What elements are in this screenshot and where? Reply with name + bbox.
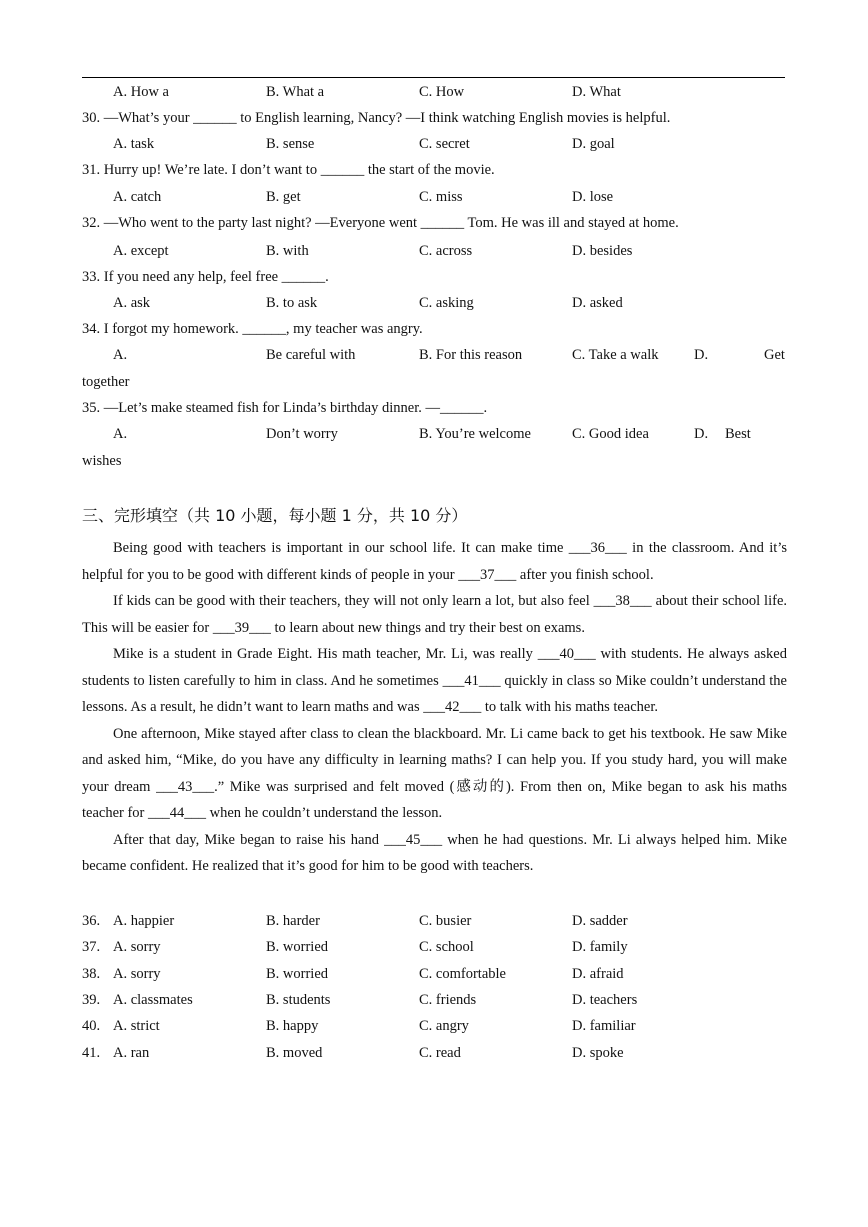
- q32-option-d: D. besides: [572, 243, 633, 259]
- cloze-option-b: B. students: [266, 991, 331, 1008]
- q30-option-b: B. sense: [266, 136, 315, 152]
- q34-option-d-letter: D.: [694, 347, 709, 363]
- cloze-option-c: C. school: [419, 939, 474, 956]
- q35-option-d-wrap: wishes: [82, 453, 122, 469]
- cloze-option-number: 36.: [82, 913, 101, 929]
- q29-option-c: C. How: [419, 84, 465, 100]
- q34-option-a-text: Be careful with: [266, 347, 356, 363]
- passage-paragraph-1: Being good with teachers is important in our school life. It can make time ___36___ in the classroom. And it’s helpful for you to be good with different kinds of people in your ___37___ after you finish school.: [82, 540, 787, 583]
- header-rule: [82, 77, 785, 78]
- q34-option-d-text: Get: [764, 347, 785, 363]
- cloze-option-b: B. worried: [266, 939, 329, 956]
- q32-option-b: B. with: [266, 243, 309, 259]
- q31-option-b: B. get: [266, 189, 301, 205]
- passage-paragraph-5: After that day, Mike began to raise his hand ___45___ when he had questions. Mr. Li always helped him. Mike became confident. He realized that it’s good for him to be good with teachers.: [82, 831, 787, 874]
- cloze-option-b: B. harder: [266, 913, 320, 929]
- cloze-option-c: C. friends: [419, 991, 477, 1008]
- cloze-option-d: D. teachers: [572, 991, 638, 1008]
- cloze-option-a: A. strict: [113, 1018, 160, 1035]
- section-3-heading: 三、完形填空（共 10 小题，每小题 1 分，共 10 分）: [82, 506, 468, 525]
- cloze-option-number: 37.: [82, 939, 101, 956]
- q31-stem: 31. Hurry up! We’re late. I don’t want to ______ the start of the movie.: [82, 162, 495, 178]
- q35-option-d-letter: D.: [694, 426, 709, 442]
- q35-option-a-text: Don’t worry: [266, 426, 338, 442]
- cloze-option-number: 40.: [82, 1018, 101, 1035]
- passage-paragraph-3: Mike is a student in Grade Eight. His math teacher, Mr. Li, was really ___40___ with students. He always asked students to listen carefully to him in class. And he sometimes ___41___ quickly in class so Mike couldn’t understand the lessons. As a result, he didn’t want to learn maths and was ___42___ to talk with his maths teacher.: [82, 646, 787, 715]
- q34-option-c: C. Take a walk: [572, 347, 659, 363]
- q30-option-d: D. goal: [572, 136, 615, 152]
- q34-option-b: B. For this reason: [419, 347, 523, 363]
- q35-stem: 35. —Let’s make steamed fish for Linda’s birthday dinner. —______.: [82, 400, 488, 416]
- q31-option-a: A. catch: [113, 189, 162, 205]
- cloze-option-number: 38.: [82, 965, 101, 982]
- cloze-option-c: C. angry: [419, 1018, 469, 1035]
- cloze-option-b: B. worried: [266, 965, 329, 982]
- q34-stem: 34. I forgot my homework. ______, my teacher was angry.: [82, 321, 423, 337]
- cloze-option-number: 39.: [82, 991, 101, 1008]
- q33-option-b: B. to ask: [266, 295, 318, 311]
- q34-option-a-letter: A.: [113, 347, 128, 363]
- q32-option-a: A. except: [113, 243, 169, 259]
- cloze-option-d: D. sadder: [572, 913, 628, 929]
- q30-option-c: C. secret: [419, 136, 470, 152]
- q30-stem: 30. —What’s your ______ to English learning, Nancy? —I think watching English movies is helpful.: [82, 110, 671, 126]
- cloze-option-d: D. family: [572, 939, 628, 956]
- cloze-option-b: B. moved: [266, 1044, 323, 1061]
- cloze-option-d: D. afraid: [572, 965, 624, 982]
- cloze-option-a: A. classmates: [113, 991, 193, 1008]
- cloze-option-c: C. read: [419, 1044, 461, 1061]
- cloze-option-a: A. sorry: [113, 965, 161, 982]
- q33-option-c: C. asking: [419, 295, 474, 311]
- q29-option-d: D. What: [572, 84, 621, 100]
- q35-option-d-text: Best: [725, 426, 751, 442]
- q34-option-d-wrap: together: [82, 374, 130, 390]
- cloze-option-a: A. sorry: [113, 939, 161, 956]
- passage-paragraph-4: One afternoon, Mike stayed after class to clean the blackboard. Mr. Li came back to get his textbook. He saw Mike and asked him, “Mike, do you have any difficulty in learning maths? I can help you. If you study hard, you will make your dream ___43___.” Mike was surprised and felt moved (感动的). From then on, Mike began to ask his maths teacher for ___44___ when he couldn’t understand the lesson.: [82, 725, 787, 821]
- q35-option-c: C. Good idea: [572, 426, 649, 442]
- q29-option-a: A. How a: [113, 84, 169, 100]
- q30-option-a: A. task: [113, 136, 155, 152]
- q33-stem: 33. If you need any help, feel free ______.: [82, 269, 329, 285]
- q29-option-b: B. What a: [266, 84, 325, 100]
- passage-paragraph-2: If kids can be good with their teachers, they will not only learn a lot, but also feel ___38___ about their school life. This will be easier for ___39___ to learn about new things and try their best on exams.: [82, 593, 787, 636]
- cloze-option-d: D. familiar: [572, 1018, 636, 1035]
- q31-option-d: D. lose: [572, 189, 614, 205]
- cloze-option-c: C. busier: [419, 913, 472, 929]
- cloze-option-d: D. spoke: [572, 1044, 624, 1061]
- cloze-option-number: 41.: [82, 1044, 101, 1061]
- cloze-option-b: B. happy: [266, 1018, 319, 1035]
- cloze-option-c: C. comfortable: [419, 965, 506, 982]
- q31-option-c: C. miss: [419, 189, 463, 205]
- cloze-passage: [82, 535, 787, 880]
- q32-option-c: C. across: [419, 243, 473, 259]
- cloze-option-a: A. ran: [113, 1044, 150, 1061]
- cloze-option-a: A. happier: [113, 913, 175, 929]
- q35-option-b: B. You’re welcome: [419, 426, 531, 442]
- q35-option-a-letter: A.: [113, 426, 128, 442]
- q33-option-a: A. ask: [113, 295, 151, 311]
- q33-option-d: D. asked: [572, 295, 623, 311]
- q32-stem: 32. —Who went to the party last night? —Everyone went ______ Tom. He was ill and stayed at home.: [82, 215, 679, 231]
